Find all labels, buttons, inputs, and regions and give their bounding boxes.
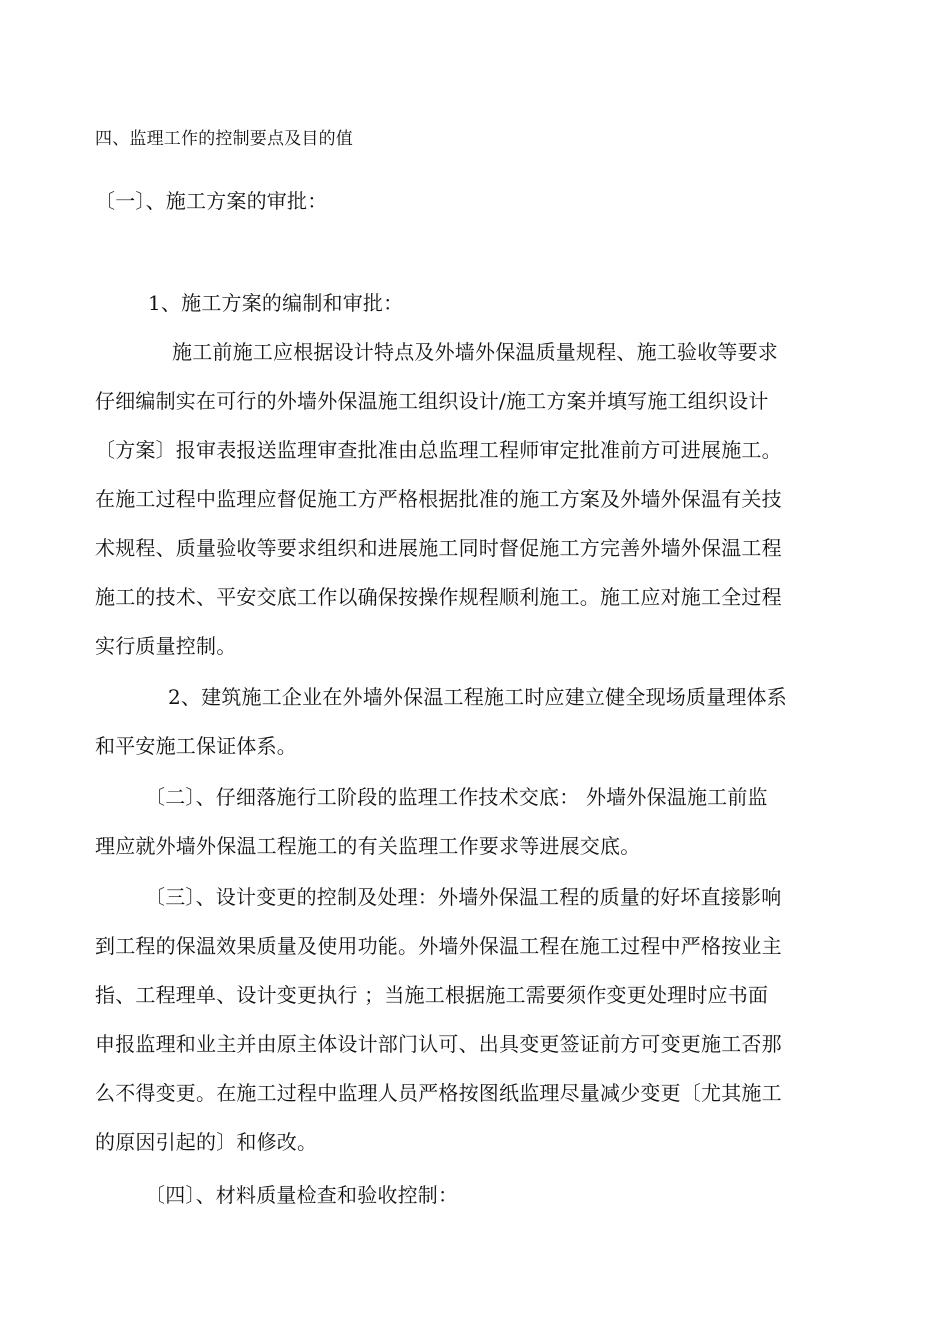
item-1-paragraph-line: 实行质量控制。 — [95, 634, 237, 658]
item-1-paragraph-line: 仔细编制实在可行的外墙外保温施工组织设计/施工方案并填写施工组织设计 — [95, 389, 769, 413]
item-2-paragraph-line: 和平安施工保证体系。 — [95, 734, 297, 758]
subsection-4-heading: 〔四〕、材料质量检查和验收控制： — [145, 1183, 459, 1207]
item-1-heading: 1、施工方案的编制和审批： — [148, 291, 404, 315]
subsection-3-paragraph-line: 指、工程理单、设计变更执行 ；当施工根据施工需要须作变更处理时应书面 — [95, 983, 769, 1007]
subsection-3-paragraph-line: 〔三〕、设计变更的控制及处理：外墙外保温工程的质量的好坏直接影响 — [145, 885, 782, 909]
item-1-paragraph-line: 施工前施工应根据设计特点及外墙外保温质量规程、施工验收等要求 — [172, 340, 778, 364]
subsection-2-paragraph-line: 〔二〕、仔细落施行工阶段的监理工作技术交底： 外墙外保温施工前监 — [145, 785, 768, 809]
item-2-paragraph-line: 2、建筑施工企业在外墙外保温工程施工时应建立健全现场质量理体系 — [168, 685, 787, 709]
subsection-3-paragraph-line: 到工程的保温效果质量及使用功能。外墙外保温工程在施工过程中严格按业主 — [95, 934, 782, 958]
item-1-paragraph-line: 术规程、质量验收等要求组织和进展施工同时督促施工方完善外墙外保温工程 — [95, 536, 782, 560]
item-1-paragraph-line: 在施工过程中监理应督促施工方严格根据批准的施工方案及外墙外保温有关技 — [95, 487, 782, 511]
subsection-1-heading: 〔一〕、施工方案的审批： — [95, 189, 328, 213]
subsection-3-paragraph-line: 申报监理和业主并由原主体设计部门认可、出具变更签证前方可变更施工否那 — [95, 1032, 782, 1056]
subsection-2-paragraph-line: 理应就外墙外保温工程施工的有关监理工作要求等进展交底。 — [95, 834, 641, 858]
section-title: 四、监理工作的控制要点及目的值 — [95, 129, 353, 149]
item-1-paragraph-line: 〔方案〕报审表报送监理审查批准由总监理工程师审定批准前方可进展施工。 — [95, 438, 782, 462]
subsection-3-paragraph-line: 的原因引起的〕和修改。 — [95, 1130, 318, 1154]
item-1-paragraph-line: 施工的技术、平安交底工作以确保按操作规程顺利施工。施工应对施工全过程 — [95, 585, 782, 609]
subsection-3-paragraph-line: 么不得变更。在施工过程中监理人员严格按图纸监理尽量减少变更〔尤其施工 — [95, 1081, 782, 1105]
